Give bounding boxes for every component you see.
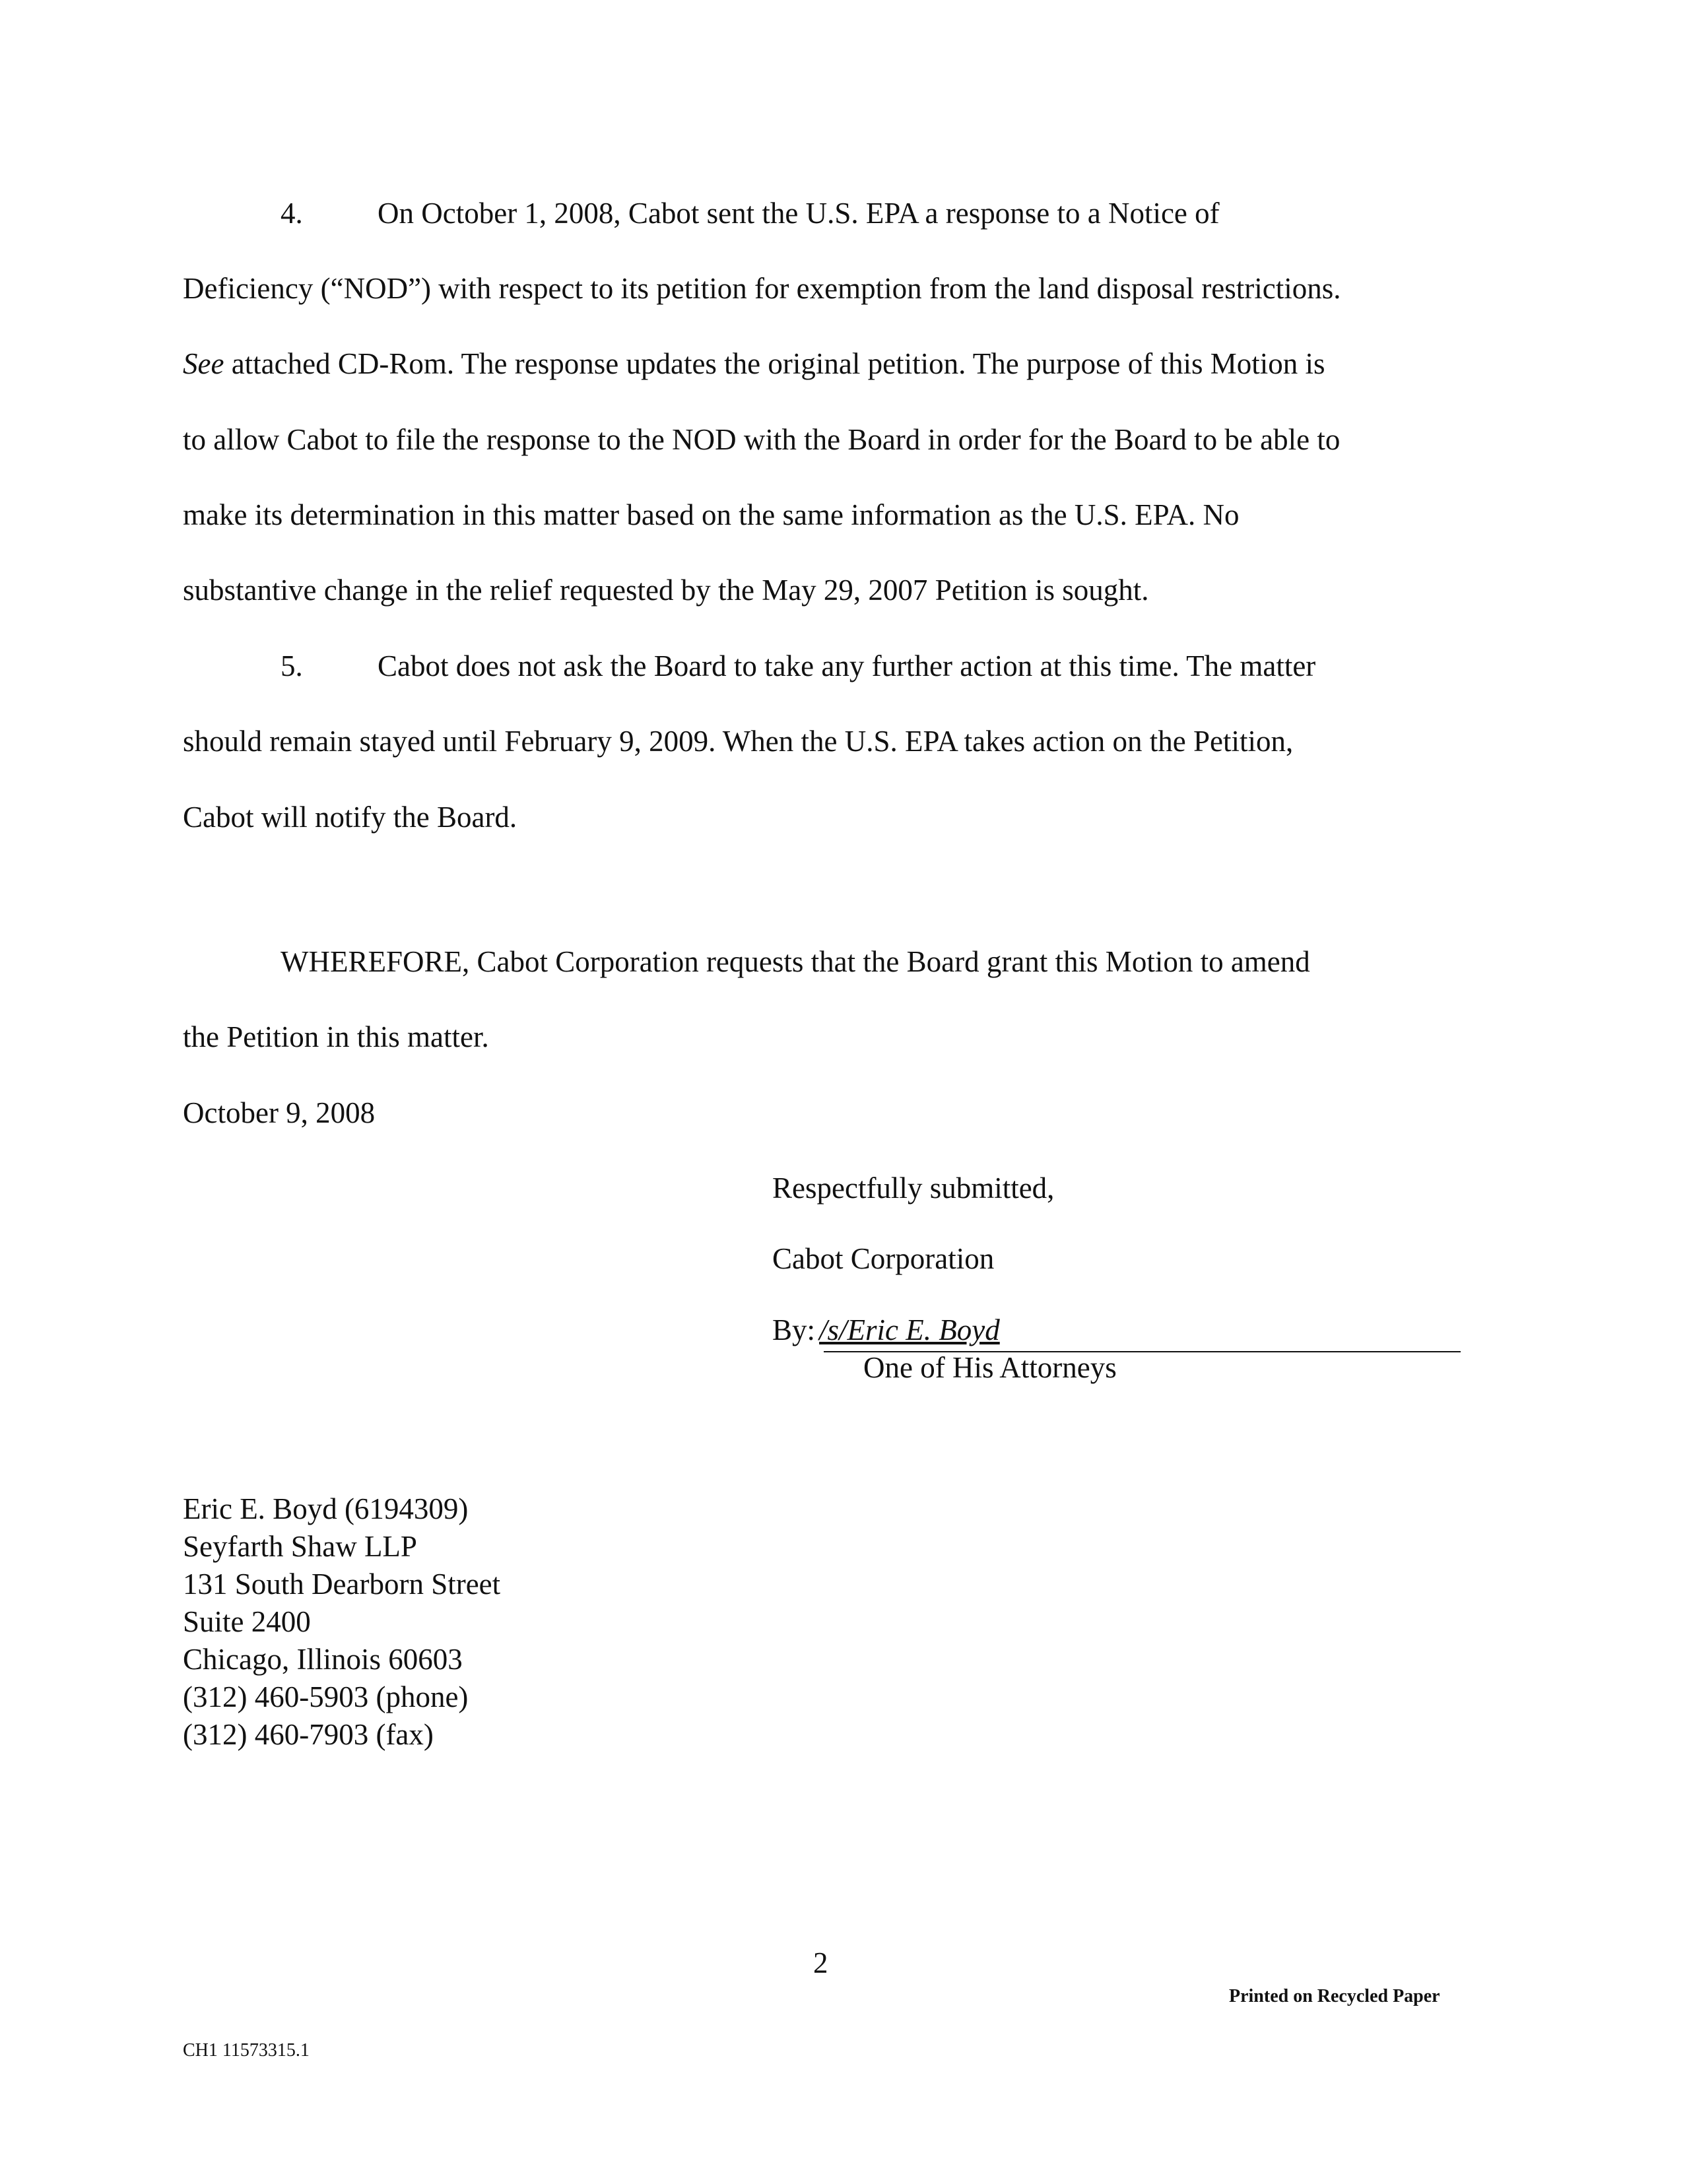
signer-role: One of His Attorneys bbox=[863, 1351, 1117, 1384]
wherefore-line-2: the Petition in this matter. bbox=[183, 1020, 489, 1053]
paragraph-5-number: 5. bbox=[281, 649, 303, 682]
document-id: CH1 11573315.1 bbox=[183, 2040, 310, 2061]
fax-number: (312) 460-7903 (fax) bbox=[183, 1718, 434, 1751]
attorney-name: Eric E. Boyd (6194309) bbox=[183, 1492, 469, 1525]
phone-number: (312) 460-5903 (phone) bbox=[183, 1680, 469, 1713]
page-number: 2 bbox=[813, 1946, 828, 1979]
city-state-zip: Chicago, Illinois 60603 bbox=[183, 1643, 463, 1676]
paragraph-5-line-2: should remain stayed until February 9, 2009. When the U.S. EPA takes action on the Petition, bbox=[183, 725, 1294, 758]
suite: Suite 2400 bbox=[183, 1605, 311, 1638]
paragraph-4-line-5: make its determination in this matter based on the same information as the U.S. EPA. No bbox=[183, 498, 1240, 531]
see-italic: See bbox=[183, 347, 224, 380]
street-address: 131 South Dearborn Street bbox=[183, 1568, 501, 1601]
signed-name: /s/Eric E. Boyd bbox=[819, 1313, 1000, 1346]
closing-text: Respectfully submitted, bbox=[772, 1172, 1055, 1205]
paragraph-4-line-1: On October 1, 2008, Cabot sent the U.S. EPA a response to a Notice of bbox=[378, 197, 1220, 230]
by-label: By: bbox=[772, 1313, 816, 1346]
document-date: October 9, 2008 bbox=[183, 1096, 376, 1129]
firm-name: Seyfarth Shaw LLP bbox=[183, 1530, 417, 1563]
paragraph-5-line-1: Cabot does not ask the Board to take any further action at this time. The matter bbox=[378, 649, 1316, 682]
paragraph-4-line-3-rest: attached CD-Rom. The response updates the original petition. The purpose of this Motion is bbox=[224, 347, 1325, 380]
paragraph-4-line-3 bbox=[183, 345, 1325, 382]
paragraph-4-line-2: Deficiency (“NOD”) with respect to its petition for exemption from the land disposal restrictions. bbox=[183, 272, 1341, 305]
paragraph-5-line-3: Cabot will notify the Board. bbox=[183, 801, 517, 834]
company-name: Cabot Corporation bbox=[772, 1242, 995, 1275]
recycled-paper-note: Printed on Recycled Paper bbox=[1229, 1986, 1440, 2006]
signature-by-line bbox=[772, 1311, 1000, 1348]
wherefore-line-1: WHEREFORE, Cabot Corporation requests that the Board grant this Motion to amend bbox=[281, 945, 1310, 978]
paragraph-4-line-4: to allow Cabot to file the response to the NOD with the Board in order for the Board to be able to bbox=[183, 423, 1341, 456]
paragraph-4-line-6: substantive change in the relief requested by the May 29, 2007 Petition is sought. bbox=[183, 574, 1149, 607]
paragraph-4-number: 4. bbox=[281, 197, 303, 230]
